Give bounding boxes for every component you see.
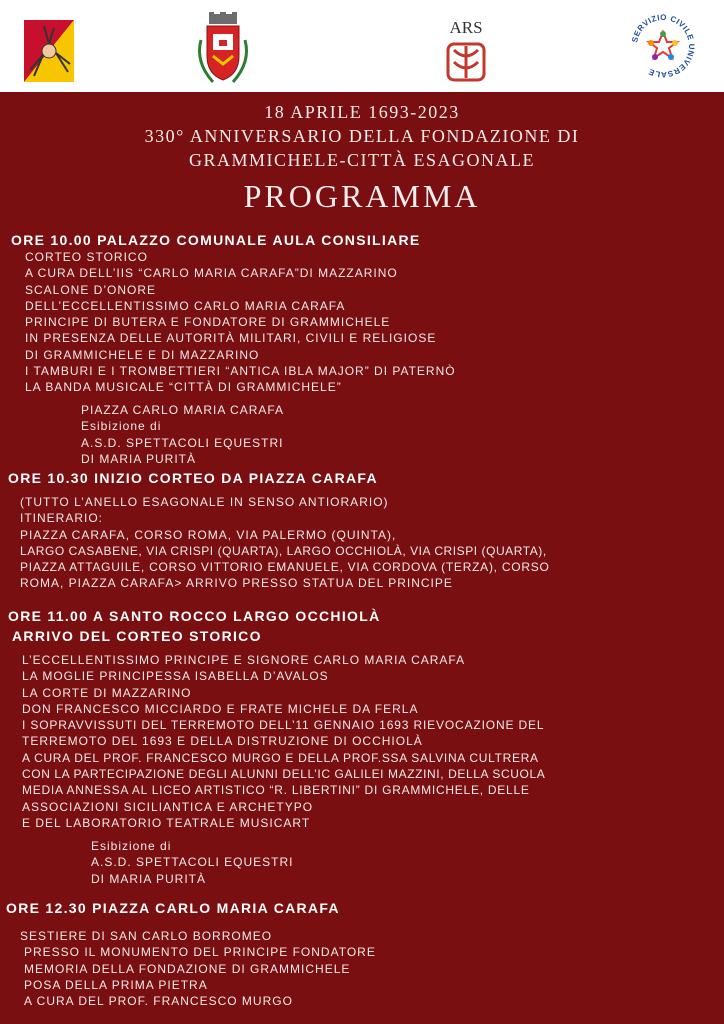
section-1100-sub-lines (91, 839, 293, 888)
programme-line: E DEL LABORATORIO TEATRALE MUSICART (22, 815, 311, 830)
programme-line: I SOPRAVVISSUTI DEL TERREMOTO DELL’11 GENNAIO 1693 RIEVOCAZIONE DEL (22, 718, 545, 733)
programme-line: PRESSO IL MONUMENTO DEL PRINCIPE FONDATORE (24, 945, 376, 960)
section-heading-1100: ORE 11.00 A SANTO ROCCO LARGO OCCHIOLÀ (8, 608, 381, 624)
programme-poster (0, 92, 724, 1024)
servizio-civile-universale-logo (629, 12, 697, 80)
programme-line: PIAZZA CARLO MARIA CARAFA (81, 403, 285, 417)
section-heading-1030: ORE 10.30 INIZIO CORTEO DA PIAZZA CARAFA (8, 470, 378, 486)
section-heading-1230: ORE 12.30 PIAZZA CARLO MARIA CARAFA (6, 900, 340, 916)
programme-line: A CURA DEL PROF. FRANCESCO MURGO E DELLA PROF.SSA SALVINA CULTRERA (22, 750, 539, 765)
logo-header (0, 0, 724, 92)
programme-line: PIAZZA CARAFA, CORSO ROMA, VIA PALERMO (QUINTA), (20, 527, 397, 542)
section-1230-lines (20, 929, 376, 1010)
servizio-civile-ring-text: SERVIZIO CIVILE UNIVERSALE (630, 12, 697, 80)
programme-line: ASSOCIAZIONI SICILIANTICA E ARCHETYPO (22, 799, 314, 814)
programme-line: SCALONE D’ONORE (25, 282, 157, 297)
section-1000-sub-lines (81, 403, 284, 468)
programme-line: PRINCIPE DI BUTERA E FONDATORE DI GRAMMICHELE (25, 315, 391, 330)
programme-line: A CURA DEL PROF. FRANCESCO MURGO (24, 994, 293, 1009)
programme-line: POSA DELLA PRIMA PIETRA (24, 977, 208, 992)
programme-line: I TAMBURI E I TROMBETTIERI “ANTICA IBLA MAJOR” DI PATERNÒ (25, 364, 456, 379)
programme-line: LA BANDA MUSICALE “CITTÀ DI GRAMMICHELE” (25, 380, 342, 395)
programme-line: CON LA PARTECIPAZIONE DEGLI ALUNNI DELL’IC GALILEI MAZZINI, DELLA SCUOLA (22, 767, 546, 782)
programme-line: TERREMOTO DEL 1693 E DELLA DISTRUZIONE DI OCCHIOLÀ (22, 734, 423, 749)
city-title: GRAMMICHELE-CITTÀ ESAGONALE (189, 150, 535, 170)
programme-line: A.S.D. SPETTACOLI EQUESTRI (81, 435, 284, 450)
programme-line: MEDIA ANNESSA AL LICEO ARTISTICO “R. LIBERTINI” DI GRAMMICHELE, DELLE (22, 783, 530, 798)
programme-line: SESTIERE DI SAN CARLO BORROMEO (20, 929, 273, 943)
svg-text:SERVIZIO CIVILE UNIVERSALE (630, 13, 696, 79)
programme-line: DELL’ECCELLENTISSIMO CARLO MARIA CARAFA (25, 298, 346, 313)
programme-line: DI MARIA PURITÀ (81, 451, 197, 466)
ars-logo (440, 16, 492, 82)
section-heading-1000: ORE 10.00 PALAZZO COMUNALE AULA CONSILIARE (11, 232, 421, 248)
sicily-flag-logo (24, 20, 74, 82)
section-1000-lines (25, 250, 456, 397)
event-date: 18 APRILE 1693-2023 (264, 102, 460, 122)
ars-text: ARS (449, 18, 483, 37)
programme-line: LA CORTE DI MAZZARINO (22, 685, 192, 700)
programme-line: DI GRAMMICHELE E DI MAZZARINO (25, 347, 260, 362)
programme-line: IN PRESENZA DELLE AUTORITÀ MILITARI, CIVILI E RELIGIOSE (25, 331, 437, 346)
programme-line: CORTEO STORICO (25, 250, 148, 264)
programme-line: DI MARIA PURITÀ (91, 871, 207, 886)
programme-line: L’ECCELLENTISSIMO PRINCIPE E SIGNORE CARLO MARIA CARAFA (22, 653, 466, 667)
section-heading-1100-sub: ARRIVO DEL CORTEO STORICO (12, 628, 262, 644)
anniversary-title: 330° ANNIVERSARIO DELLA FONDAZIONE DI (144, 126, 580, 146)
programme-line: (TUTTO L’ANELLO ESAGONALE IN SENSO ANTIORARIO) (20, 495, 389, 509)
programme-line: A CURA DELL’IIS “CARLO MARIA CARAFA”DI MAZZARINO (25, 266, 398, 281)
programme-line: ITINERARIO: (20, 511, 104, 526)
programme-heading: PROGRAMMA (243, 178, 481, 214)
programme-line: ROMA, PIAZZA CARAFA> ARRIVO PRESSO STATUA DEL PRINCIPE (20, 576, 453, 591)
programme-line: LARGO CASABENE, VIA CRISPI (QUARTA), LARGO OCCHIOLÀ, VIA CRISPI (QUARTA), (20, 543, 547, 558)
programme-line: MEMORIA DELLA FONDAZIONE DI GRAMMICHELE (24, 961, 351, 976)
programme-line: PIAZZA ATTAGUILE, CORSO VITTORIO EMANUELE, VIA CORDOVA (TERZA), CORSO (20, 560, 550, 575)
programme-line: Esibizione di (81, 419, 162, 434)
section-1030-lines (20, 495, 570, 593)
programme-line: A.S.D. SPETTACOLI EQUESTRI (91, 855, 294, 870)
grammichele-coat-of-arms-logo (193, 12, 253, 88)
programme-line: Esibizione di (91, 839, 172, 853)
section-1100-lines (22, 653, 574, 832)
programme-line: LA MOGLIE PRINCIPESSA ISABELLA D’AVALOS (22, 669, 329, 684)
programme-line: DON FRANCESCO MICCIARDO E FRATE MICHELE DA FERLA (22, 701, 419, 716)
